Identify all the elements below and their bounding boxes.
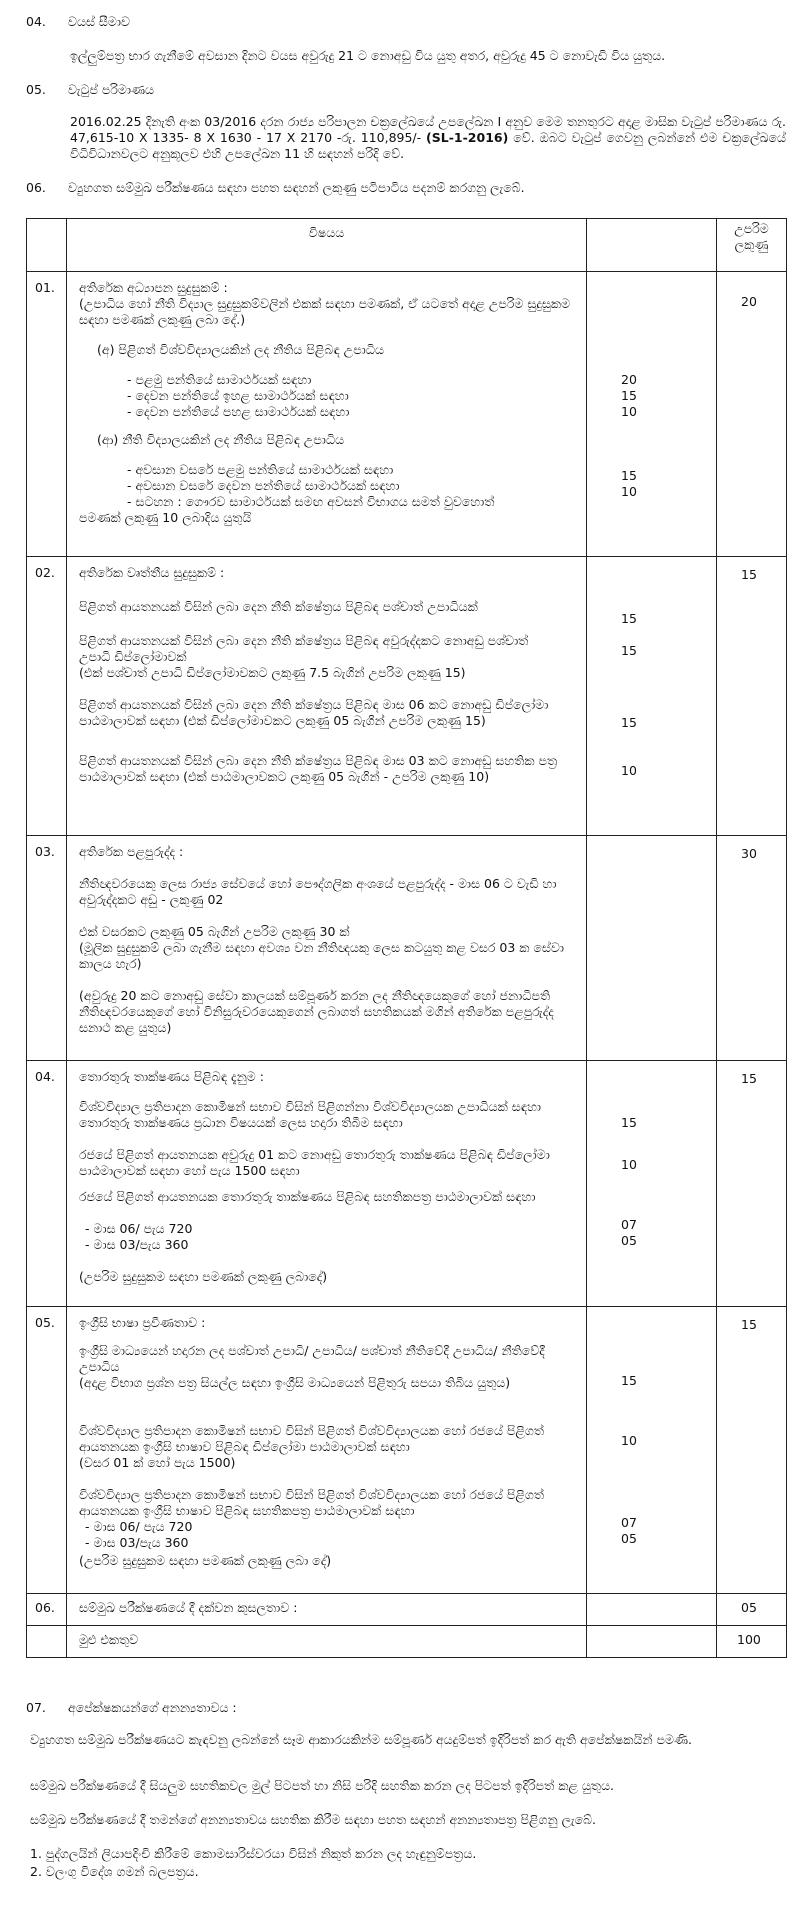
row-number: 05. bbox=[35, 1315, 55, 1331]
item-2: පිළිගත් ආයතනයක් විසින් ලබා දෙන නීති ක්ෂේත්‍රය පිළිබඳ අවුරුද්දකට නොඅඩු පශ්චාත් උපාධි ඩිප්ලෝමාවක් bbox=[79, 633, 529, 665]
section-07-para-2: සම්මුඛ පරීක්ෂණයේ දී සියලුම සහතිකවල මුල් පිටපත් හා නිසි පරිදි සහතික කරන ලද පිටපත් ඉදිරිපත් කළ යුතුය. bbox=[30, 1778, 615, 1793]
section-04-title: වයස් සීමාව bbox=[68, 14, 131, 29]
mark-b2: 10 bbox=[621, 484, 637, 500]
item-2-note: (වසර 01 ක් හෝ පැය 1500) bbox=[79, 1455, 236, 1471]
sub-item-a: (අ) පිළිගත් විශ්වවිද්‍යාලයකින් ලද නීතිය පිළිබඳ උපාධිය bbox=[97, 342, 385, 358]
header-max-line1: උපරිම bbox=[734, 221, 769, 236]
section-05-number: 05. bbox=[26, 82, 46, 97]
section-07-para-1: ව්‍යුහගත සම්මුඛ පරීක්ෂණයට කැඳවනු ලබන්නේ සෑම ආකාරයකින්ම සම්පූර්ණ අයදුම්පත් ඉදිරිපත් කර ඇති අපේක්ෂකයින් පමණි. bbox=[30, 1732, 692, 1747]
table-header-row bbox=[27, 219, 787, 272]
table-row bbox=[27, 1061, 787, 1307]
section-05-text bbox=[70, 114, 786, 162]
sub-item-b: (ආ) නීති විද්‍යාලයකින් ලද නීතිය පිළිබඳ උපාධිය bbox=[97, 432, 345, 448]
row-title: තොරතුරු තාක්ෂණය පිළිබඳ දැනුම : bbox=[79, 1069, 264, 1085]
item-1: නීතිඥවරයෙකු ලෙස රාජ්‍ය සේවයේ හෝ පෞද්ගලික අංශයේ පළපුරුද්ද - මාස 06 ට වැඩි හා අවුරුද්දකට අඩු - ලකුණු 02 bbox=[79, 876, 557, 908]
header-max-marks bbox=[717, 219, 787, 272]
item-3: (අවුරුදු 20 කට නොඅඩු සේවා කාලයක් සම්පූර්ණ කරන ලද නීතිඥයෙකුගේ හෝ ජනාධිපති නීතිඥවරයෙකුගේ හෝ විනිසුරුවරයෙකුගෙන් ලබාගත් සහතිකයක් මගින් අතිරේක පළපුරුද්ද සනාථ කළ යුතුය) bbox=[79, 988, 554, 1036]
item-1: පිළිගත් ආයතනයක් විසින් ලබා දෙන නීති ක්ෂේත්‍රය පිළිබඳ පශ්චාත් උපාධියක් bbox=[79, 599, 478, 615]
row-title: ඉංග්‍රීසි භාෂා ප්‍රවීණතාව : bbox=[79, 1315, 206, 1331]
item-2: රජයේ පිළිගත් ආයතනයක අවුරුදු 01 කට නොඅඩු තොරතුරු තාක්ෂණය පිළිබඳ ඩිප්ලෝමා පාඨමාලාවක් සඳහා හෝ පැය 1500 සඳහා bbox=[79, 1147, 550, 1179]
marks-table bbox=[26, 218, 787, 1658]
item-1: ඉංග්‍රීසි මාධ්‍යයෙන් හදාරන ලද පශ්චාත් උපාධි/ උපාධිය/ පශ්චාත් නීතිවේදී උපාධිය/ නීතිවේදී උපාධිය bbox=[79, 1343, 545, 1375]
total-marks: 100 bbox=[737, 1632, 761, 1648]
row-title: අතිරේක පළපුරුද්ද : bbox=[79, 844, 184, 860]
mark-3: 15 bbox=[621, 715, 637, 731]
salary-scale-text: 2016.02.25 දිනැති අංක 03/2016 දරන රාජ්‍ය පරිපාලන චක්‍රලේඛයේ උපලේඛන I අනුව මෙම තනතුරට අදාළ මාසික වැටුප් පරිමාණය රු. 47,615-10 X 1335- 8 X 1630 - 17 X 2170 -රු. 110,895/- bbox=[70, 114, 786, 145]
salary-code: (SL-1-2016) bbox=[426, 130, 509, 145]
row-title: අතිරේක අධ්‍යාපන සුදුසුකම් : bbox=[79, 280, 228, 296]
row-number: 01. bbox=[35, 280, 55, 296]
table-row bbox=[27, 557, 787, 836]
item-2: විශ්වවිද්‍යාල ප්‍රතිපාදන කොමිෂන් සභාව විසින් පිළිගත් විශ්වවිද්‍යාලයක හෝ රජයේ පිළිගත් ආයතනයක ඉංග්‍රීසි භාෂාව පිළිබඳ ඩිප්ලෝමා පාඨමාලාවක් සඳහා bbox=[79, 1423, 544, 1455]
item-a1: - පළමු පන්තියේ සාමාර්ථයක් සඳහා bbox=[127, 372, 312, 388]
row-number: 02. bbox=[35, 565, 55, 581]
row-number: 06. bbox=[35, 1600, 55, 1616]
section-07-number: 07. bbox=[26, 1700, 46, 1715]
total-row bbox=[27, 1626, 787, 1658]
table-row bbox=[27, 1307, 787, 1594]
id-document-list bbox=[30, 1846, 786, 1882]
item-1-note: (අදාළ විභාග ප්‍රශ්න පත්‍ර සියල්ල සඳහා ඉංග්‍රීසි මාධ්‍යයෙන් පිළිතුරු සපයා තිබිය යුතුය) bbox=[79, 1375, 511, 1391]
row-title: සම්මුඛ පරීක්ෂණයේ දී දක්වන කුසලතාව : bbox=[79, 1600, 298, 1616]
item-b3: - සටහන : ගෞරව සාමාර්ථයක් සමඟ අවසන් විභාගය සමත් වුවහොත් bbox=[127, 494, 495, 510]
mark-3b: 05 bbox=[621, 1233, 637, 1249]
row-note: (උපරිම සුදුසුකම සඳහා පමණක් ලකුණු ලබා දේ) bbox=[79, 1553, 332, 1569]
section-04-number: 04. bbox=[26, 14, 46, 29]
row-max-marks: 15 bbox=[741, 1071, 757, 1087]
item-3: පිළිගත් ආයතනයක් විසින් ලබා දෙන නීති ක්ෂේත්‍රය පිළිබඳ මාස 06 කට නොඅඩු ඩිප්ලෝමා පාඨමාලාවක් සඳහා (එක් ඩිප්ලෝමාවකට ලකුණු 05 බැගින් උපරිම ලකුණු 15) bbox=[79, 697, 549, 729]
row-title: අතිරේක වෘත්තීය සුදුසුකම් : bbox=[79, 565, 225, 581]
mark-2: 10 bbox=[621, 1433, 637, 1449]
mark-1: 15 bbox=[621, 1115, 637, 1131]
item-3: විශ්වවිද්‍යාල ප්‍රතිපාදන කොමිෂන් සභාව විසින් පිළිගත් විශ්වවිද්‍යාලයක හෝ රජයේ පිළිගත් ආයතනයක ඉංග්‍රීසි භාෂාව පිළිබඳ සහතිකපත්‍ර පාඨමාලාවක් සඳහා bbox=[79, 1487, 544, 1519]
item-a3: - දෙවන පන්තියේ පහළ සාමාර්ථයක් සඳහා bbox=[127, 404, 350, 420]
item-b3-cont: පමණක් ලකුණු 10 ලබාදිය යුතුයි bbox=[79, 510, 252, 526]
row-max-marks: 15 bbox=[741, 567, 757, 583]
section-05-title: වැටුප් පරිමාණය bbox=[68, 82, 155, 97]
item-4: පිළිගත් ආයතනයක් විසින් ලබා දෙන නීති ක්ෂේත්‍රය පිළිබඳ මාස 03 කට නොඅඩු සහතික පත්‍ර පාඨමාලාවක් සඳහා (එක් පාඨමාලාවකට ලකුණු 05 බැගින් - උපරිම ලකුණු 10) bbox=[79, 753, 558, 785]
section-06-text: ව්‍යුහගත සම්මුඛ පරීක්ෂණය සඳහා පහත සඳහන් ලකුණු පටිපාටිය පදනම් කරගනු ලැබේ. bbox=[68, 180, 525, 195]
item-a2: - දෙවන පන්තියේ ඉහළ සාමාර්ථයක් සඳහා bbox=[127, 388, 349, 404]
item-1: විශ්වවිද්‍යාල ප්‍රතිපාදන කොමිෂන් සභාව විසින් පිළිගන්නා විශ්වවිද්‍යාලයක උපාධියක් සඳහා තොරතුරු තාක්ෂණය ප්‍රධාන විෂයයක් ලෙස හදාරා තිබීම සඳහා bbox=[79, 1099, 542, 1131]
item-3a: - මාස 06/ පැය 720 bbox=[85, 1519, 193, 1535]
row-max-marks: 20 bbox=[741, 294, 757, 310]
section-04-text: ඉල්ලුම්පත්‍ර භාර ගැනීමේ අවසාන දිනට වයස අවුරුදු 21 ට නොඅඩු විය යුතු අතර, අවුරුදු 45 ට නොවැඩි විය යුතුය. bbox=[70, 48, 666, 63]
mark-3a: 07 bbox=[621, 1217, 637, 1233]
mark-a1: 20 bbox=[621, 372, 637, 388]
table-row bbox=[27, 272, 787, 557]
mark-3a: 07 bbox=[621, 1515, 637, 1531]
section-07-para-3: සම්මුඛ පරීක්ෂණයේ දී තමන්ගේ අනන්‍යතාවය සහතික කිරීම සඳහා පහත සඳහන් අනන්‍යතාපත්‍ර පිළිගනු ලැබේ. bbox=[30, 1812, 597, 1827]
mark-b1: 15 bbox=[621, 468, 637, 484]
mark-1: 15 bbox=[621, 611, 637, 627]
item-2-note: (එක් පශ්චාත් උපාධි ඩිප්ලෝමාවකට ලකුණු 7.5 බැගින් උපරිම ලකුණු 15) bbox=[79, 665, 466, 681]
item-2-note: (මූලික සුදුසුකම් ලබා ගැනීම සඳහා අවශ්‍ය වන නීතිඥයකු ලෙස කටයුතු කළ වසර 03 ක සේවා කාලය හැර) bbox=[79, 940, 565, 972]
row-number: 03. bbox=[35, 844, 55, 860]
row-note: (උපරිම සුදුසුකම සඳහා පමණක් ලකුණු ලබාදේ) bbox=[79, 1269, 328, 1285]
item-3b: - මාස 03/පැය 360 bbox=[85, 1237, 189, 1253]
item-b1: - අවසාන වසරේ පළමු පන්තියේ සාමාර්ථයක් සඳහා bbox=[127, 462, 394, 478]
table-row bbox=[27, 836, 787, 1061]
salary-payment-text: වේ. ඔබට වැටුප් ගෙවනු ලබන්නේ එම චක්‍රලේඛයේ විධිවිධානවලට අනුකූලව එහි උපලේඛන 11 හි සඳහන් පරිදි වේ. bbox=[70, 130, 786, 161]
row-max-marks: 05 bbox=[741, 1600, 757, 1616]
mark-3b: 05 bbox=[621, 1531, 637, 1547]
list-item: 1. පුද්ගලයින් ලියාපදිංචි කිරීමේ කොමසාරිස්වරයා විසින් නිකුත් කරන ලද හැඳුනුම්පත්‍රය. bbox=[30, 1846, 477, 1861]
section-06-number: 06. bbox=[26, 180, 46, 195]
item-3a: - මාස 06/ පැය 720 bbox=[85, 1221, 193, 1237]
item-b2: - අවසාන වසරේ දෙවන පන්තියේ සාමාර්ථයක් සඳහා bbox=[127, 478, 400, 494]
section-07-title: අපේක්ෂකයන්ගේ අනන්‍යතාවය : bbox=[68, 1700, 237, 1715]
mark-2: 15 bbox=[621, 643, 637, 659]
mark-2: 10 bbox=[621, 1157, 637, 1173]
list-item: 2. වලංගු විදේශ ගමන් බලපත්‍රය. bbox=[30, 1864, 199, 1879]
total-label: මුළු එකතුව bbox=[79, 1632, 139, 1648]
item-3: රජයේ පිළිගත් ආයතනයක තොරතුරු තාක්ෂණය පිළිබඳ සහතිකපත්‍ර පාඨමාලාවක් සඳහා bbox=[79, 1189, 536, 1205]
table-row bbox=[27, 1594, 787, 1626]
mark-4: 10 bbox=[621, 763, 637, 779]
mark-1: 15 bbox=[621, 1373, 637, 1389]
header-subject: විෂයය bbox=[67, 219, 587, 272]
mark-a3: 10 bbox=[621, 404, 637, 420]
row-note: (උපාධිය හෝ නීති විද්‍යාල සුදුසුකම්වලින් එකක් සඳහා පමණක්, ඒ යටතේ අදාළ උපරිම සුදුසුකම සඳහා පමණක් ලකුණු ලබා දේ.) bbox=[79, 296, 571, 328]
header-max-line2: ලකුණු bbox=[734, 237, 769, 252]
row-number: 04. bbox=[35, 1069, 55, 1085]
mark-a2: 15 bbox=[621, 388, 637, 404]
item-3b: - මාස 03/පැය 360 bbox=[85, 1535, 189, 1551]
item-2: එක් වසරකට ලකුණු 05 බැගින් උපරිම ලකුණු 30 ක් bbox=[79, 924, 350, 940]
row-max-marks: 15 bbox=[741, 1317, 757, 1333]
row-max-marks: 30 bbox=[741, 846, 757, 862]
